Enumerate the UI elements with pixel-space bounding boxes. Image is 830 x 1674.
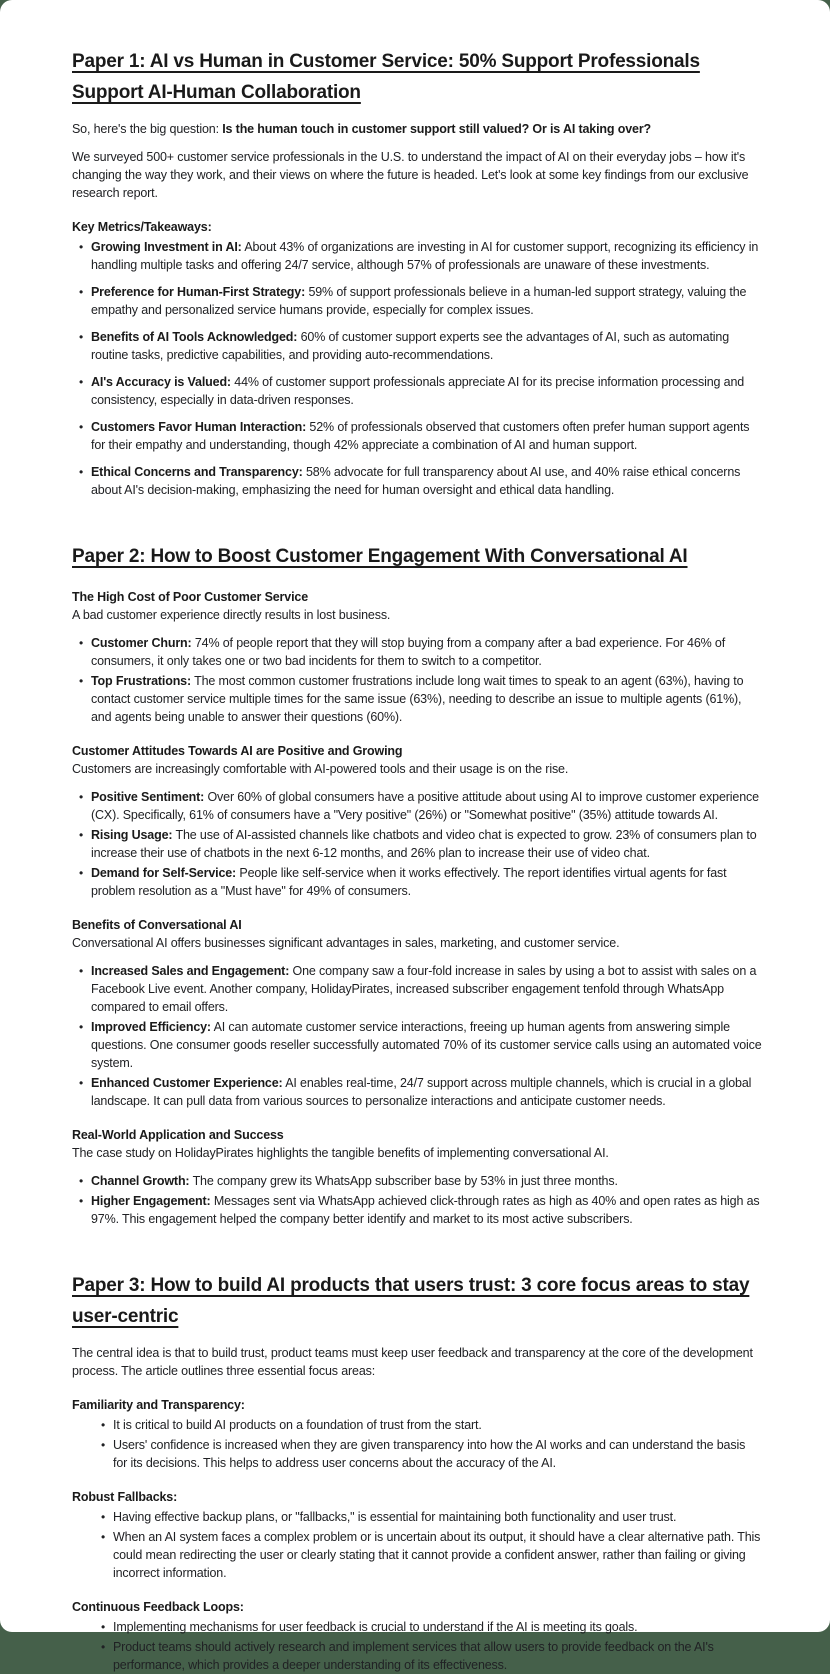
bullet-list (72, 1508, 762, 1582)
text-run: We surveyed 500+ customer service professionals in the U.S. to understand the impact of AI on their everyday jobs – how it's changing the way they work, and their views on where the future is headed. Let's look at some key findings from our exclusive research report. (72, 150, 749, 200)
list-item-text: When an AI system faces a complex problem or is uncertain about its output, it should have a clear alternative path. This could mean redirecting the user or clearly stating that it cannot provide a confident answer, rather than failing or giving incorrect information. (113, 1530, 761, 1580)
subheading: Familiarity and Transparency: (72, 1398, 245, 1412)
paragraph (72, 934, 762, 952)
list-item-label: Improved Efficiency: (91, 1020, 211, 1034)
list-item (78, 463, 762, 499)
list-item-text: Over 60% of global consumers have a positive attitude about using AI to improve customer experience (CX). Specifically, 61% of consumers have a "Very positive" (26%) or "Somewhat positive" (35%) attitude towards AI. (91, 790, 759, 822)
list-item (78, 1074, 762, 1110)
list-item-text: It is critical to build AI products on a foundation of trust from the start. (113, 1418, 482, 1432)
list-item-text: The most common customer frustrations include long wait times to speak to an agent (63%), having to contact customer service multiple times for the same issue (63%), needing to describe an issue to multiple agents (61%), and agents being unable to answer their questions (60%). (91, 674, 744, 724)
paragraph (72, 148, 762, 202)
paper-section (72, 541, 762, 1228)
list-item (78, 373, 762, 409)
list-item (78, 634, 762, 670)
list-item-label: Higher Engagement: (91, 1194, 211, 1208)
list-item-text: Messages sent via WhatsApp achieved click-through rates as high as 40% and open rates as high as 97%. This engagement helped the company better identify and market to its most active subscribers. (91, 1194, 760, 1226)
list-item-text: 58% advocate for full transparency about AI use, and 40% raise ethical concerns about AI's decision-making, emphasizing the need for human oversight and ethical data handling. (91, 465, 741, 497)
bullet-list (72, 962, 762, 1110)
list-item-text: About 43% of organizations are investing in AI for customer support, recognizing its efficiency in handling multiple tasks and offering 24/7 service, although 57% of professionals are unaware of these investments. (91, 240, 759, 272)
list-item (78, 418, 762, 454)
list-item (100, 1416, 762, 1434)
list-item-label: Customer Churn: (91, 636, 192, 650)
bullet-list (72, 634, 762, 726)
list-item-label: Preference for Human-First Strategy: (91, 285, 306, 299)
list-item (100, 1618, 762, 1636)
list-item (78, 283, 762, 319)
list-item-label: Ethical Concerns and Transparency: (91, 465, 303, 479)
text-run: Is the human touch in customer support still valued? Or is AI taking over? (222, 122, 652, 136)
list-item (78, 1172, 762, 1190)
list-item-text: Having effective backup plans, or "fallbacks," is essential for maintaining both functionality and user trust. (113, 1510, 677, 1524)
list-item (78, 238, 762, 274)
list-item (78, 788, 762, 824)
list-item (78, 328, 762, 364)
list-item (100, 1508, 762, 1526)
paragraph (72, 120, 762, 138)
list-item-text: One company saw a four-fold increase in sales by using a bot to assist with sales on a Facebook Live event. Another company, HolidayPirates, increased subscriber engagement tenfold through WhatsApp compared to email offers. (91, 964, 757, 1014)
subheading: Benefits of Conversational AI (72, 918, 242, 932)
list-item-label: Positive Sentiment: (91, 790, 205, 804)
list-item-text: AI can automate customer service interactions, freeing up human agents from answering simple questions. One consumer goods reseller successfully automated 70% of its customer service calls using an automated voice system. (91, 1020, 762, 1070)
paragraph (72, 1344, 762, 1380)
list-item-label: Customers Favor Human Interaction: (91, 420, 307, 434)
list-item (100, 1436, 762, 1472)
list-item (78, 672, 762, 726)
subheading: Customer Attitudes Towards AI are Positive and Growing (72, 744, 403, 758)
list-item (78, 1192, 762, 1228)
paragraph (72, 1144, 762, 1162)
subheading: Key Metrics/Takeaways: (72, 220, 212, 234)
list-item-text: 44% of customer support professionals appreciate AI for its precise information processing and consistency, especially in data-driven responses. (91, 375, 745, 407)
list-item-text: AI enables real-time, 24/7 support across multiple channels, which is crucial in a global landscape. It can pull data from various sources to personalize interactions and anticipate customer needs. (91, 1076, 752, 1108)
paper-section (72, 1270, 762, 1674)
paper-heading: Paper 1: AI vs Human in Customer Service: 50% Support Professionals Support AI-Human Collaboration (72, 51, 700, 103)
list-item-label: Growing Investment in AI: (91, 240, 242, 254)
text-run: A bad customer experience directly results in lost business. (72, 608, 391, 622)
paragraph (72, 760, 762, 778)
list-item-label: Enhanced Customer Experience: (91, 1076, 283, 1090)
list-item (78, 962, 762, 1016)
list-item-text: 74% of people report that they will stop buying from a company after a bad experience. For 46% of consumers, it only takes one or two bad incidents for them to switch to a competitor. (91, 636, 726, 668)
subheading: Continuous Feedback Loops: (72, 1600, 244, 1614)
list-item-label: Increased Sales and Engagement: (91, 964, 290, 978)
list-item-text: Users' confidence is increased when they are given transparency into how the AI works and can understand the basis for its decisions. This helps to address user concerns about the accuracy of the AI. (113, 1438, 746, 1470)
list-item-label: Benefits of AI Tools Acknowledged: (91, 330, 298, 344)
list-item-text: 52% of professionals observed that customers often prefer human support agents for their empathy and understanding, though 42% appreciate a combination of AI and human support. (91, 420, 750, 452)
list-item-text: Product teams should actively research and implement services that allow users to provide feedback on the AI's performance, which provides a deeper understanding of its effectiveness. (113, 1640, 714, 1672)
list-item (100, 1638, 762, 1674)
text-run: The central idea is that to build trust, product teams must keep user feedback and transparency at the core of the development process. The article outlines three essential focus areas: (72, 1346, 753, 1378)
subheading: Real-World Application and Success (72, 1128, 284, 1142)
bullet-list (72, 238, 762, 499)
list-item-text: 60% of customer support experts see the advantages of AI, such as automating routine tasks, predictive capabilities, and providing auto-recommendations. (91, 330, 730, 362)
list-item-label: Demand for Self-Service: (91, 866, 237, 880)
list-item (78, 1018, 762, 1072)
list-item-text: Implementing mechanisms for user feedback is crucial to understand if the AI is meeting its goals. (113, 1620, 638, 1634)
list-item-text: The company grew its WhatsApp subscriber base by 53% in just three months. (192, 1174, 618, 1188)
bullet-list (72, 788, 762, 900)
subheading: The High Cost of Poor Customer Service (72, 590, 309, 604)
list-item (78, 826, 762, 862)
list-item-label: AI's Accuracy is Valued: (91, 375, 231, 389)
list-item-text: The use of AI-assisted channels like chatbots and video chat is expected to grow. 23% of consumers plan to increase their use of chatbots in the next 6-12 months, and 26% plan to increase their use of video chat. (91, 828, 757, 860)
paper-heading: Paper 3: How to build AI products that users trust: 3 core focus areas to stay user-centric (72, 1275, 750, 1327)
subheading: Robust Fallbacks: (72, 1490, 178, 1504)
document-body (72, 46, 762, 1674)
text-run: So, here's the big question: (72, 122, 223, 136)
text-run: Customers are increasingly comfortable with AI-powered tools and their usage is on the rise. (72, 762, 569, 776)
list-item-text: People like self-service when it works effectively. The report identifies virtual agents for fast problem resolution as a "Must have" for 49% of consumers. (91, 866, 727, 898)
bullet-list (72, 1618, 762, 1674)
list-item-label: Rising Usage: (91, 828, 173, 842)
list-item-label: Top Frustrations: (91, 674, 191, 688)
paper-heading: Paper 2: How to Boost Customer Engagement With Conversational AI (72, 546, 688, 567)
paragraph (72, 606, 762, 624)
text-run: The case study on HolidayPirates highlights the tangible benefits of implementing conversational AI. (72, 1146, 609, 1160)
text-run: Conversational AI offers businesses significant advantages in sales, marketing, and customer service. (72, 936, 620, 950)
list-item (100, 1528, 762, 1582)
paper-section (72, 46, 762, 499)
list-item-text: 59% of support professionals believe in a human-led support strategy, valuing the empathy and personalized service humans provide, especially for complex issues. (91, 285, 747, 317)
list-item-label: Channel Growth: (91, 1174, 190, 1188)
bullet-list (72, 1416, 762, 1472)
list-item (78, 864, 762, 900)
bullet-list (72, 1172, 762, 1228)
